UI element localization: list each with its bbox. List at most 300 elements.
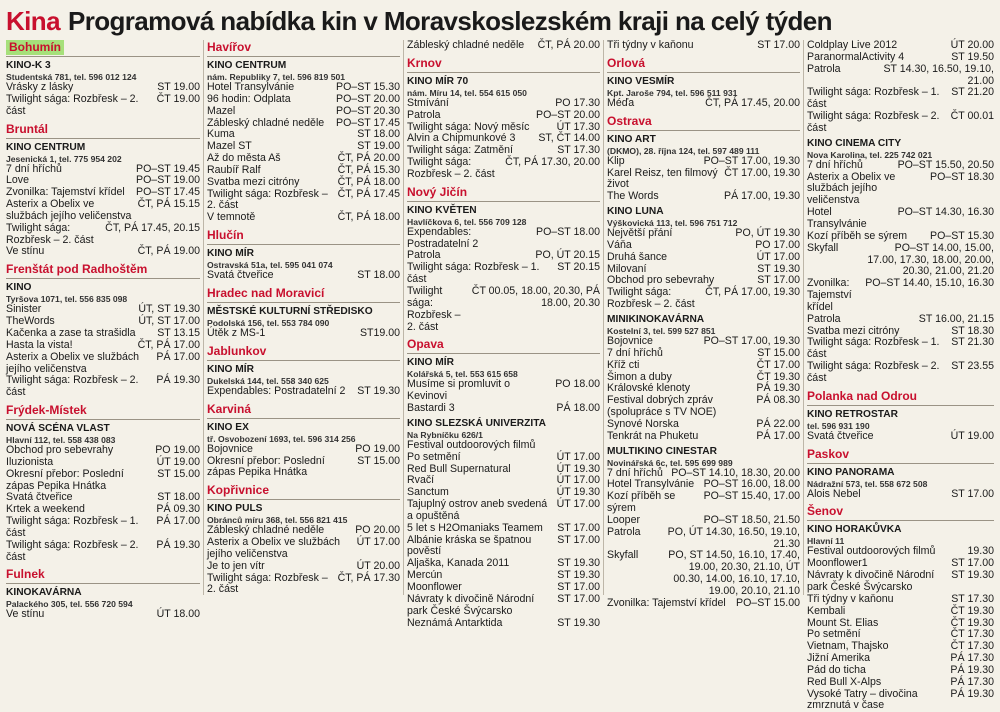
screening-times: ST 17.00 bbox=[557, 521, 600, 534]
film-listing-row bbox=[207, 106, 400, 118]
film-listing-row bbox=[607, 98, 800, 110]
film-listing-row bbox=[607, 515, 800, 527]
screening-times: PO–ST 17.00, 19.30 bbox=[703, 334, 800, 347]
screening-times: ČT, PÁ 17.30 bbox=[337, 571, 400, 584]
screening-times: PÁ 17.00 bbox=[156, 515, 200, 528]
screening-times: ČT, PÁ 19.00 bbox=[137, 245, 200, 258]
cinema-address: Havlíčkova 6, tel. 556 709 128 bbox=[407, 216, 527, 227]
city-heading: Karviná bbox=[207, 402, 400, 419]
film-listing-row bbox=[807, 111, 994, 135]
screening-times: PÁ 19.30 bbox=[950, 663, 994, 676]
film-listing-row bbox=[807, 665, 994, 677]
film-listing-row bbox=[407, 227, 600, 251]
screening-times: ST 17.00 bbox=[557, 533, 600, 546]
cinema-address: Jesenická 1, tel. 775 954 202 bbox=[6, 153, 122, 164]
film-title: Druhá šance bbox=[607, 250, 668, 263]
film-listing-row bbox=[607, 419, 800, 431]
screening-times: PO 18.00 bbox=[555, 378, 600, 391]
film-listing-row bbox=[407, 157, 600, 181]
film-title: Rvačí bbox=[407, 474, 435, 487]
cinema-name: MINIKINOKAVÁRNA bbox=[607, 313, 705, 325]
film-title: Asterix a Obelix ve službách jejího veličenstva bbox=[807, 170, 896, 207]
film-title: Twilight sága: Rozbřesk – 2. část bbox=[807, 360, 940, 384]
cinema-address: Nádražní 573, tel. 558 672 508 bbox=[807, 478, 928, 489]
screening-times: PÁ 19.30 bbox=[756, 382, 800, 395]
cinema-address: Tyršova 1071, tel. 556 835 098 bbox=[6, 294, 128, 305]
film-title: Zvonilka: Tajemství křídel bbox=[807, 277, 852, 313]
screening-times: PO–ST 15.40, 17.00 bbox=[703, 490, 800, 503]
screening-times: ST, ČT 14.00 bbox=[538, 132, 600, 145]
film-listing-row bbox=[807, 278, 994, 314]
film-title: Ve stínu bbox=[6, 245, 45, 258]
screening-times: PÁ 22.00 bbox=[756, 417, 800, 430]
film-listing-row bbox=[6, 94, 200, 118]
film-title: Karel Reisz, ten filmový život bbox=[607, 166, 718, 191]
film-title: Tajuplný ostrov aneb svedená a opuštěná bbox=[407, 498, 548, 522]
screening-times: ČT, PÁ 17.30, 20.00 bbox=[505, 156, 600, 169]
film-title: Asterix a Obelix ve službách jejího veličenstva bbox=[6, 350, 140, 375]
cinema-address: Hlavní 11 bbox=[807, 536, 845, 547]
cinema-name: KINO-K 3 bbox=[6, 60, 51, 71]
screening-times: ČT 19.30 bbox=[950, 604, 994, 617]
screening-times: PO 17.00 bbox=[755, 238, 800, 251]
film-title: Patrola bbox=[807, 62, 841, 75]
screening-times: ST 19.30 bbox=[557, 569, 600, 582]
film-title: Musíme si promluvit o Kevinovi bbox=[407, 378, 511, 403]
film-title: V temnotě bbox=[207, 211, 256, 224]
film-title: Twilight sága: Nový měsíc bbox=[407, 120, 530, 133]
film-listing-row bbox=[807, 570, 994, 594]
city-heading: Kopřivnice bbox=[207, 483, 400, 500]
film-title: Twilight sága: Rozbřesk – 1. část bbox=[807, 336, 940, 361]
cinema-name: KINO EX bbox=[207, 421, 249, 433]
film-title: Festival dobrých zpráv (spolupráce s TV NOE) bbox=[607, 394, 717, 419]
cinema-address: Výškovická 113, tel. 596 751 712 bbox=[607, 218, 738, 229]
cinema-address: Obránců míru 368, tel. 556 821 415 bbox=[207, 515, 348, 526]
film-title: Vietnam, Thajsko bbox=[807, 640, 889, 653]
screening-times: PO–ST 18.00 bbox=[536, 225, 600, 238]
film-listing-row bbox=[807, 489, 994, 501]
film-title: Hotel Transylvánie bbox=[807, 206, 867, 230]
film-title: 7 dní hříchů bbox=[607, 466, 663, 479]
page-header bbox=[6, 5, 996, 37]
cinema-address: Novinářská 6c, tel. 595 699 989 bbox=[607, 457, 733, 468]
film-listing-row bbox=[407, 98, 600, 110]
film-title: Tři týdny v kaňonu bbox=[807, 592, 894, 605]
film-title: Twilight sága: Rozbřesk – 2. část bbox=[407, 284, 461, 333]
cinema-address: nám. Republiky 7, tel. 596 819 501 bbox=[207, 72, 346, 82]
film-title: Asterix a Obelix ve službách jejího veličenstva bbox=[207, 536, 341, 560]
film-title: Váňa bbox=[607, 238, 632, 251]
film-title: Milovaní bbox=[607, 262, 647, 275]
film-listing-row bbox=[207, 537, 400, 561]
screening-times: PO–ST 14.30, 16.30 bbox=[897, 206, 994, 219]
film-title: Patrola bbox=[407, 249, 441, 262]
film-title: 7 dní hříchů bbox=[607, 346, 663, 359]
screening-times: ÚT 19.00 bbox=[156, 455, 200, 468]
film-title: Twilight sága: Rozbřesk – 1. část bbox=[807, 86, 940, 111]
cinema-name: KINO VESMÍR bbox=[607, 75, 675, 87]
film-listing-row bbox=[807, 594, 994, 606]
city-heading: Frenštát pod Radhoštěm bbox=[6, 262, 200, 279]
cinema-name: KINO KVĚTEN bbox=[407, 204, 477, 216]
film-title: Kozí příběh se sýrem bbox=[607, 490, 676, 515]
screening-times: ST 17.30 bbox=[557, 144, 600, 157]
film-title: Patrola bbox=[407, 108, 441, 121]
film-title: Hotel Transylvánie bbox=[607, 478, 695, 491]
film-title: Zábleský chladné neděle bbox=[407, 39, 525, 51]
film-title: Pád do ticha bbox=[807, 663, 866, 676]
city-heading: Paskov bbox=[807, 447, 994, 464]
screening-times: ČT, PÁ 15.15 bbox=[137, 198, 200, 211]
film-listing-row bbox=[807, 231, 994, 243]
film-listing-row bbox=[407, 110, 600, 122]
film-title: Red Bull X-Alps bbox=[807, 675, 882, 688]
film-title: Festival outdoorových filmů bbox=[407, 438, 536, 451]
film-title: Coldplay Live 2012 bbox=[807, 39, 898, 51]
screening-times: ST 17.00 bbox=[557, 581, 600, 593]
film-title: Expendables: Postradatelní 2 bbox=[207, 384, 346, 397]
film-title: Krtek a weekend bbox=[6, 503, 85, 516]
screening-times: ČT, PÁ 20.00 bbox=[337, 152, 400, 165]
screening-times: ST 21.30 bbox=[951, 336, 994, 349]
screening-times: ÚT 19.30 bbox=[556, 462, 600, 475]
screening-times: ST 17.00 bbox=[757, 274, 800, 287]
film-listing-row bbox=[607, 395, 800, 419]
screening-times: PO 19.00 bbox=[355, 442, 400, 455]
film-title: Twilight sága: Rozbřesk – 2. část bbox=[6, 374, 139, 399]
film-title: Twilight sága: Rozbřesk – 2. část bbox=[207, 571, 328, 596]
cinema-name: KINOKAVÁRNA bbox=[6, 587, 82, 599]
film-title: Svatba mezi citróny bbox=[207, 175, 300, 188]
film-listing-row bbox=[6, 199, 200, 223]
cinema-name: KINO RETROSTAR bbox=[807, 408, 898, 420]
screening-times: PÁ 17.00, 19.30 bbox=[724, 190, 800, 203]
film-listing-row bbox=[607, 527, 800, 551]
film-title: Královské klenoty bbox=[607, 382, 691, 395]
film-title: Skyfall bbox=[607, 549, 639, 562]
film-listing-row bbox=[607, 240, 800, 252]
film-listing-row bbox=[407, 262, 600, 286]
screening-times: PO–ST 18.50, 21.50 bbox=[703, 513, 800, 526]
film-title: Hotel Transylvánie bbox=[207, 81, 295, 93]
screening-times: PO–ST 19.00 bbox=[136, 174, 200, 187]
film-listing-row bbox=[6, 223, 200, 247]
city-heading: Hlučín bbox=[207, 228, 400, 245]
screening-times: PÁ 19.30 bbox=[156, 374, 200, 387]
film-listing-row bbox=[207, 212, 400, 224]
cinema-name: KINO MÍR bbox=[407, 357, 454, 369]
film-title: Albánie kráska se špatnou pověstí bbox=[407, 533, 532, 558]
film-title: Twilight sága: Rozbřesk – 2. část bbox=[607, 286, 695, 311]
film-listing-row bbox=[6, 469, 200, 493]
screening-times: ČT 00.05, 18.00, 20.30, PÁ 18.00, 20.30 bbox=[471, 284, 600, 309]
screening-times: PO–ST 14.10, 18.30, 20.00 bbox=[671, 466, 800, 479]
cinema-name: KINO CENTRUM bbox=[6, 141, 86, 153]
screening-times: ÚT 19.00 bbox=[950, 429, 994, 442]
film-listing-row bbox=[607, 287, 800, 311]
screening-times: PO–ST 20.00 bbox=[536, 108, 600, 121]
film-title: Jižní Amerika bbox=[807, 652, 870, 665]
cinema-name: KINO ART bbox=[607, 133, 656, 145]
film-listing-row bbox=[407, 535, 600, 559]
city-divider bbox=[6, 56, 200, 57]
film-title: Svatá čtveřice bbox=[207, 269, 274, 282]
film-listing-row bbox=[807, 160, 994, 172]
screening-times: ÚT 17.00 bbox=[556, 450, 600, 463]
screening-times: ÚT, ST 17.00 bbox=[138, 315, 200, 328]
film-title: Twilight sága: Rozbřesk – 1. část bbox=[6, 515, 139, 539]
page-title: Programová nabídka kin v Moravskoslezském kraji na celý týden bbox=[67, 6, 832, 36]
city-heading: Jablunkov bbox=[207, 344, 400, 361]
city-heading: Orlová bbox=[607, 56, 800, 73]
film-title: Looper bbox=[607, 513, 640, 526]
film-title: Po setmění bbox=[807, 628, 861, 641]
film-listing-row bbox=[807, 689, 994, 712]
cinema-address: Kostelní 3, tel. 599 527 851 bbox=[607, 325, 716, 336]
screening-times: ČT, PÁ 18.00 bbox=[337, 211, 400, 224]
screening-times: ST 17.00 bbox=[557, 592, 600, 605]
city-heading: Šenov bbox=[807, 504, 994, 521]
cinema-address: (DKMO), 28. října 124, tel. 597 489 111 bbox=[607, 145, 760, 156]
screening-times: PÁ 18.00 bbox=[556, 402, 600, 415]
film-title: Ve stínu bbox=[6, 608, 45, 621]
screening-times: ÚT 17.00 bbox=[556, 474, 600, 487]
film-title: Red Bull Supernatural bbox=[407, 462, 511, 475]
film-title: Twilight sága: Rozbřesk – 2. část bbox=[207, 187, 328, 212]
film-title: Obchod pro sebevrahy bbox=[6, 444, 114, 457]
film-title: Love bbox=[6, 174, 29, 187]
screening-times: ÚT 17.00 bbox=[756, 250, 800, 263]
screening-times: ST 19.00 bbox=[157, 81, 200, 93]
screening-times: ST 15.00 bbox=[157, 467, 200, 480]
screening-times: ST 13.15 bbox=[157, 326, 200, 339]
film-title: Neznámá Antarktida bbox=[407, 616, 503, 629]
film-listing-row bbox=[207, 561, 400, 573]
film-listing-row bbox=[407, 440, 600, 452]
cinema-address: Hlavní 112, tel. 558 438 083 bbox=[6, 435, 116, 446]
film-listing-row bbox=[6, 246, 200, 258]
film-title: Kačenka a zase ta strašidla bbox=[6, 326, 136, 339]
film-listing-row bbox=[807, 172, 994, 208]
film-title: Vrásky z lásky bbox=[6, 81, 74, 93]
film-listing-row bbox=[6, 375, 200, 399]
film-title: Kříž cti bbox=[607, 358, 640, 371]
film-listing-row bbox=[207, 270, 400, 282]
film-listing-row bbox=[807, 314, 994, 326]
film-listing-row bbox=[207, 444, 400, 456]
film-listing-row bbox=[6, 609, 200, 621]
film-listing-row bbox=[607, 431, 800, 443]
cinema-name: KINO SLEZSKÁ UNIVERZITA bbox=[407, 417, 547, 429]
screening-times: ČT, PÁ 15.30 bbox=[337, 163, 400, 176]
screening-times: PO–ST 15.30 bbox=[930, 229, 994, 242]
film-title: Twilight sága: Rozbřesk – 1. část bbox=[407, 261, 540, 286]
screening-times: ST19.00 bbox=[359, 326, 400, 339]
screening-times: PO–ST 14.00, 15.00, 17.00, 17.30, 18.00, 20.00, 20.30, 21.00, 21.20 bbox=[867, 241, 994, 278]
film-title: Moonflower bbox=[407, 581, 462, 593]
screening-times: ÚT 19.30 bbox=[556, 486, 600, 499]
film-title: Twilight sága: Rozbřesk – 2. část bbox=[807, 110, 940, 134]
film-title: Twilight sága: Rozbřesk – 2. část bbox=[6, 221, 94, 246]
film-title: Vysoké Tatry – divočina zmrznutá v čase bbox=[807, 687, 918, 712]
screening-times: ČT 00.01 bbox=[950, 110, 994, 123]
screening-times: ÚT 18.00 bbox=[156, 608, 200, 621]
film-listing-row bbox=[807, 52, 994, 64]
screening-times: ČT 17.00, 19.30 bbox=[724, 166, 800, 179]
screening-times: ST 21.20 bbox=[951, 86, 994, 99]
screening-times: ST 18.00 bbox=[357, 269, 400, 282]
screening-times: ČT 17.00 bbox=[756, 358, 800, 371]
film-title: Zábleský chladné neděle bbox=[207, 116, 325, 129]
film-title: Návraty k divočině Národní park České Švýcarsko bbox=[807, 569, 935, 593]
film-title: Mercún bbox=[407, 569, 443, 582]
screening-times: ČT, PÁ 17.00 bbox=[137, 338, 200, 351]
screening-times: ÚT 20.00 bbox=[950, 39, 994, 51]
cinema-address: Nova Karolina, tel. 225 742 021 bbox=[807, 149, 933, 160]
film-listing-row bbox=[607, 252, 800, 264]
header-keyword: Kina bbox=[6, 6, 60, 36]
screening-times: ST 17.00 bbox=[951, 557, 994, 570]
cinema-address: Dukelská 144, tel. 558 340 625 bbox=[207, 375, 329, 386]
cinema-address: tel. 596 931 190 bbox=[807, 420, 870, 431]
screening-times: ST 17.00 bbox=[951, 487, 994, 500]
film-listing-row bbox=[807, 677, 994, 689]
city-heading: Frýdek-Místek bbox=[6, 403, 200, 420]
film-listing-row bbox=[407, 452, 600, 464]
screening-times: ČT, PÁ 17.45 bbox=[337, 187, 400, 200]
film-title: 5 let s H2Omaniaks Teamem bbox=[407, 521, 543, 534]
screening-times: PO 20.00 bbox=[355, 524, 400, 537]
film-title: Sinister bbox=[6, 303, 42, 316]
listing-column-5 bbox=[803, 39, 997, 712]
film-listing-row bbox=[807, 361, 994, 385]
screening-times: ÚT, ST 19.30 bbox=[138, 303, 200, 316]
film-title: Kuma bbox=[207, 128, 235, 141]
film-title: Zvonilka: Tajemství křídel bbox=[607, 596, 726, 609]
screening-times: PÁ 08.30 bbox=[756, 394, 800, 407]
film-title: Expendables: Postradatelní 2 bbox=[407, 225, 479, 250]
screening-times: PO–ST 20.00 bbox=[336, 92, 400, 105]
film-listing-row bbox=[207, 189, 400, 213]
film-listing-row bbox=[407, 594, 600, 618]
film-title: Mazel ST bbox=[207, 140, 252, 153]
cinema-address: Kpt. Jaroše 794, tel. 596 511 931 bbox=[607, 87, 738, 98]
screening-times: ČT 19.30 bbox=[756, 370, 800, 383]
film-listing-row bbox=[407, 499, 600, 523]
film-listing-row bbox=[807, 64, 994, 88]
film-listing-row bbox=[807, 431, 994, 443]
screening-times: ÚT 17.30 bbox=[556, 120, 600, 133]
screening-times: PO–ST 17.45 bbox=[136, 186, 200, 199]
film-title: Sanctum bbox=[407, 486, 449, 499]
film-title: Stmívání bbox=[407, 96, 449, 109]
film-title: Zábleský chladné neděle bbox=[207, 524, 325, 537]
cinema-name: NOVÁ SCÉNA VLAST bbox=[6, 423, 110, 435]
screening-times: ST 18.30 bbox=[951, 324, 994, 337]
screening-times: ST 18.00 bbox=[357, 128, 400, 141]
film-title: Bojovnice bbox=[607, 334, 653, 347]
film-title: Twilight sága: Zatmění bbox=[407, 144, 513, 157]
screening-times: ČT, PÁ 17.45, 20.15 bbox=[105, 221, 200, 234]
listing-column-3 bbox=[403, 39, 603, 629]
screening-times: ST 17.00 bbox=[757, 39, 800, 51]
film-listing-row bbox=[207, 456, 400, 480]
cinema-address: Na Rybníčku 626/1 bbox=[407, 429, 483, 440]
screening-times: PÁ 17.00 bbox=[156, 350, 200, 363]
film-title: Patrola bbox=[607, 525, 641, 538]
screening-times: ST 19.30 bbox=[357, 384, 400, 397]
cinema-name: KINO CINEMA CITY bbox=[807, 137, 902, 149]
film-listing-row bbox=[207, 386, 400, 398]
film-title: The Words bbox=[607, 190, 659, 203]
screening-times: PO–ST 20.30 bbox=[336, 104, 400, 117]
film-title: Tři týdny v kaňonu bbox=[607, 39, 694, 51]
listing-column-2 bbox=[203, 40, 403, 595]
screening-times: ST 15.00 bbox=[757, 346, 800, 359]
cinema-address: Palackého 305, tel. 556 720 594 bbox=[6, 599, 133, 610]
screening-times: PO–ST 14.40, 15.10, 16.30 bbox=[865, 277, 994, 290]
film-title: Návraty k divočině Národní park České Švýcarsko bbox=[407, 592, 535, 617]
film-listing-row bbox=[807, 207, 994, 231]
film-title: Tenkrát na Phuketu bbox=[607, 429, 699, 442]
film-listing-row bbox=[607, 156, 800, 168]
film-title: Hasta la vista! bbox=[6, 338, 73, 351]
screening-times: PO–ST 16.00, 18.00 bbox=[703, 478, 800, 491]
film-title: Svatba mezi citróny bbox=[807, 324, 900, 337]
screening-times: ST 19.50 bbox=[951, 50, 994, 63]
film-listing-row bbox=[6, 352, 200, 376]
screening-times: ST 19.30 bbox=[557, 616, 600, 629]
film-listing-row bbox=[207, 328, 400, 340]
film-listing-row bbox=[607, 348, 800, 360]
film-listing-row bbox=[6, 340, 200, 352]
film-title: Aljaška, Kanada 2011 bbox=[407, 557, 510, 570]
film-title: Moonflower1 bbox=[807, 557, 868, 570]
film-title: Bojovnice bbox=[207, 442, 253, 455]
film-title: Okresní přebor: Poslední zápas Pepika Hnátka bbox=[207, 454, 325, 479]
cinema-name: KINO bbox=[6, 282, 32, 294]
city-heading: Opava bbox=[407, 337, 600, 354]
cinema-name: KINO MÍR 70 bbox=[407, 75, 469, 87]
cinema-address: Studentská 781, tel. 596 012 124 bbox=[6, 72, 137, 82]
cinema-address: nám. Míru 14, tel. 554 615 050 bbox=[407, 87, 527, 98]
screening-times: ST 15.00 bbox=[357, 454, 400, 467]
screening-times: PO–ST 15.30 bbox=[336, 81, 400, 93]
film-title: Mount St. Elias bbox=[807, 616, 879, 629]
film-title: Obchod pro sebevrahy bbox=[607, 274, 715, 287]
film-title: Klip bbox=[607, 154, 625, 167]
screening-times: PO, ÚT 20.15 bbox=[535, 249, 600, 262]
screening-times: PÁ 19.30 bbox=[950, 687, 994, 700]
film-title: Raubíř Ralf bbox=[207, 163, 261, 176]
screening-times: ST 20.15 bbox=[557, 261, 600, 274]
film-title: Šimon a duby bbox=[607, 370, 672, 383]
city-heading: Krnov bbox=[407, 56, 600, 73]
screening-times: ST 23.55 bbox=[951, 360, 994, 373]
film-title: Twilight sága: Rozbřesk – 2. část bbox=[6, 92, 139, 117]
cinema-name: KINO PANORAMA bbox=[807, 466, 895, 478]
film-title: Twilight sága: Rozbřesk – 2. část bbox=[6, 538, 139, 563]
screening-times: PO–ST 19.45 bbox=[136, 162, 200, 175]
screening-times: PO–ST 18.30 bbox=[930, 170, 994, 183]
film-listing-row bbox=[607, 40, 800, 52]
film-listing-row bbox=[207, 177, 400, 189]
cinema-name: MĚSTSKÉ KULTURNÍ STŘEDISKO bbox=[207, 305, 373, 317]
film-title: Útěk z MS-1 bbox=[207, 326, 266, 339]
screening-times: PO, ÚT 19.30 bbox=[735, 227, 800, 240]
screening-times: ČT, PÁ 20.00 bbox=[537, 39, 600, 51]
